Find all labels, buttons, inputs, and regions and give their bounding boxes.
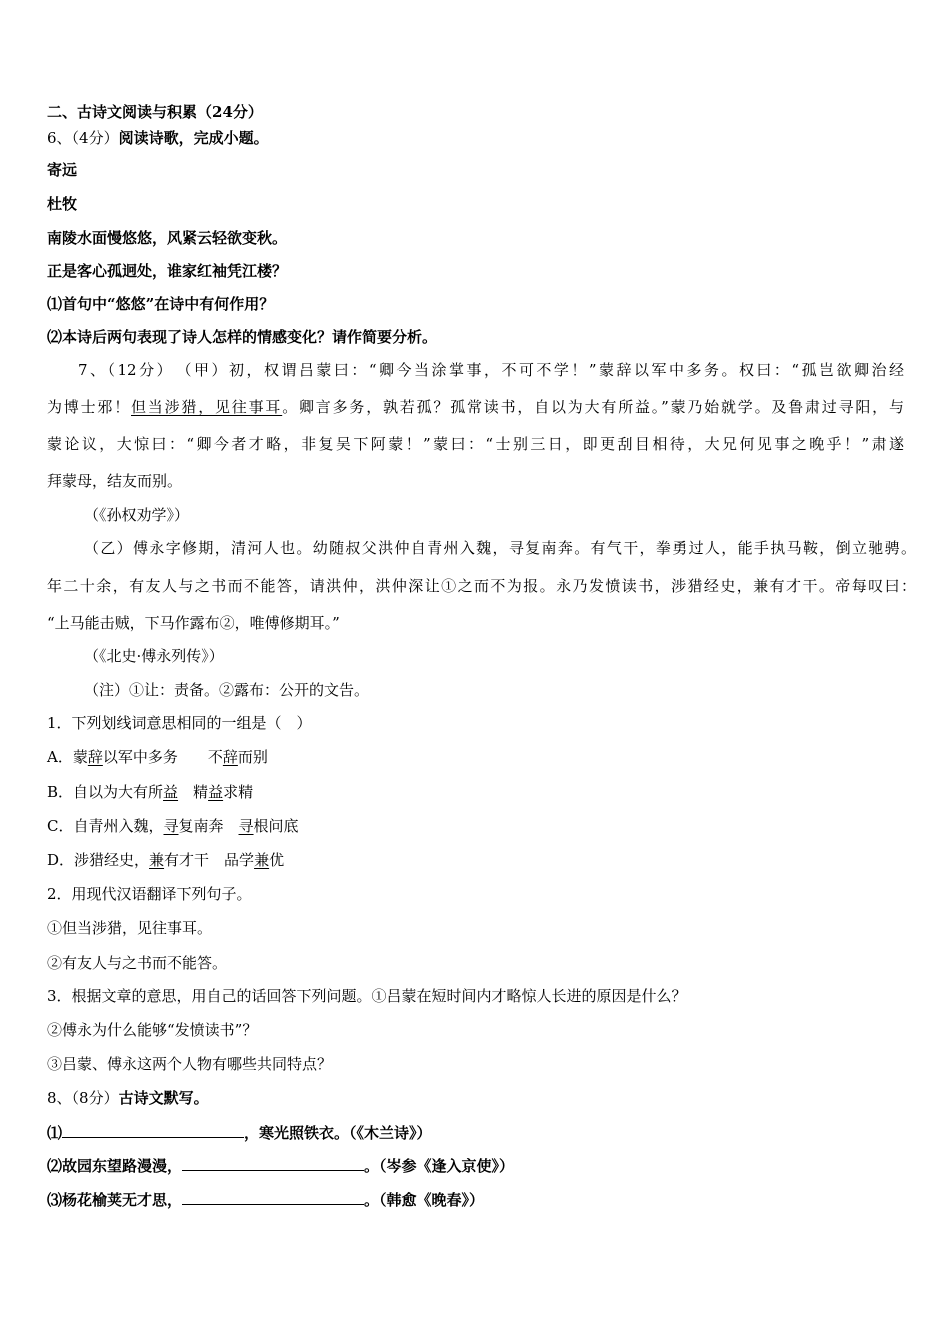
q7-sub-2-b: ②有友人与之书而不能答。 <box>47 954 228 972</box>
q7-sub-3-c: ③吕蒙、傅永这两个人物有哪些共同特点？ <box>47 1055 333 1073</box>
underlined-word: 辞 <box>87 748 103 766</box>
poem-title: 寄远 <box>47 161 78 179</box>
q7-sub-1: 1．下列划线词意思相同的一组是（ ） <box>47 714 312 732</box>
answer-blank[interactable] <box>182 1189 364 1205</box>
option-d: D．涉猎经史，兼有才干 品学兼优 <box>47 851 285 869</box>
q7-sub-2-a: ①但当涉猎，见往事耳。 <box>47 919 213 937</box>
underlined-word: 辞 <box>222 748 238 766</box>
q7-passage-a-line-1: 7、（12分） （甲）初，权谓吕蒙曰：“卿今当涂掌事，不可不学！”蒙辞以军中多务。权曰：“孤岂欲卿治经 <box>78 361 904 379</box>
q8-number: 8、（8分） <box>47 1089 119 1107</box>
q7-sub-2: 2．用现代汉语翻译下列句子。 <box>47 885 252 903</box>
q7-sub-3-b: ②傅永为什么能够“发愤读书”？ <box>47 1021 258 1039</box>
answer-blank[interactable] <box>62 1122 244 1138</box>
q6-sub-2: ⑵本诗后两句表现了诗人怎样的情感变化？请作简要分析。 <box>47 328 438 346</box>
answer-blank[interactable] <box>182 1155 364 1171</box>
poem-line-1: 南陵水面慢悠悠，风紧云轻欲变秋。 <box>47 229 288 247</box>
passage-a-text: 。卿言多务，孰若孤？孤常读书，自以为大有所益。”蒙乃始就学。及鲁肃过寻阳，与 <box>282 398 904 416</box>
q7-passage-b-line-3: “上马能击贼，下马作露布②，唯傅修期耳。” <box>47 614 340 632</box>
q7-passage-b-line-1: （乙）傅永字修期，清河人也。幼随叔父洪仲自青州入魏，寻复南奔。有气干，拳勇过人，能手执马鞍，倒立驰骋。 <box>84 539 916 557</box>
q6-sub-1: ⑴首句中“悠悠”在诗中有何作用？ <box>47 295 275 313</box>
section-title: 二、古诗文阅读与积累（24分） <box>47 103 263 121</box>
q7-passage-a-line-3: 蒙论议，大惊曰：“卿今者才略，非复吴下阿蒙！”蒙曰：“士别三日，即更刮目相待，大兄何见事之晚乎！”肃遂 <box>47 435 904 453</box>
q7-note: （注）①让：责备。②露布：公开的文告。 <box>84 681 370 699</box>
underlined-word: 兼 <box>254 851 270 869</box>
underlined-word: 兼 <box>149 851 165 869</box>
option-c: C．自青州入魏，寻复南奔 寻根问底 <box>47 817 299 835</box>
poem-line-2: 正是客心孤迥处，谁家红袖凭江楼？ <box>47 262 288 280</box>
q8-line-3: ⑶杨花榆荚无才思， 。（韩愈《晚春》） <box>47 1191 485 1209</box>
underlined-word: 寻 <box>238 817 254 835</box>
underlined-sentence: 但当涉猎，见往事耳 <box>131 398 283 416</box>
passage-a-text: 为博士邪！ <box>47 398 131 416</box>
q7-passage-a-line-2 <box>47 397 904 417</box>
q7-passage-a-source: （《孙权劝学》） <box>84 506 190 524</box>
q8-header <box>47 1088 209 1108</box>
option-a: A．蒙辞以军中多务 不辞而别 <box>47 748 268 766</box>
underlined-word: 益 <box>208 783 224 801</box>
q7-passage-b-source: （《北史·傅永列传》） <box>84 647 224 665</box>
underlined-word: 益 <box>163 783 179 801</box>
poem-author: 杜牧 <box>47 195 78 213</box>
q7-sub-3: 3．根据文章的意思，用自己的话回答下列问题。①吕蒙在短时间内才略惊人长进的原因是什么？ <box>47 987 687 1005</box>
q8-line-2: ⑵故园东望路漫漫， 。（岑参《逢入京使》） <box>47 1157 515 1175</box>
q7-passage-a-line-4: 拜蒙母，结友而别。 <box>47 472 183 490</box>
q6-header <box>47 128 269 148</box>
q6-number: 6、（4分） <box>47 129 119 147</box>
q7-passage-b-line-2: 年二十余，有友人与之书而不能答，请洪仲，洪仲深让①之而不为报。永乃发愤读书，涉猎经史，兼有才干。帝每叹曰： <box>47 577 916 595</box>
q6-instruction: 阅读诗歌，完成小题。 <box>118 129 269 147</box>
underlined-word: 寻 <box>163 817 179 835</box>
option-b: B．自以为大有所益 精益求精 <box>47 783 254 801</box>
q8-instruction: 古诗文默写。 <box>118 1089 209 1107</box>
q8-line-1: ⑴ ，寒光照铁衣。（《木兰诗》） <box>47 1124 432 1142</box>
